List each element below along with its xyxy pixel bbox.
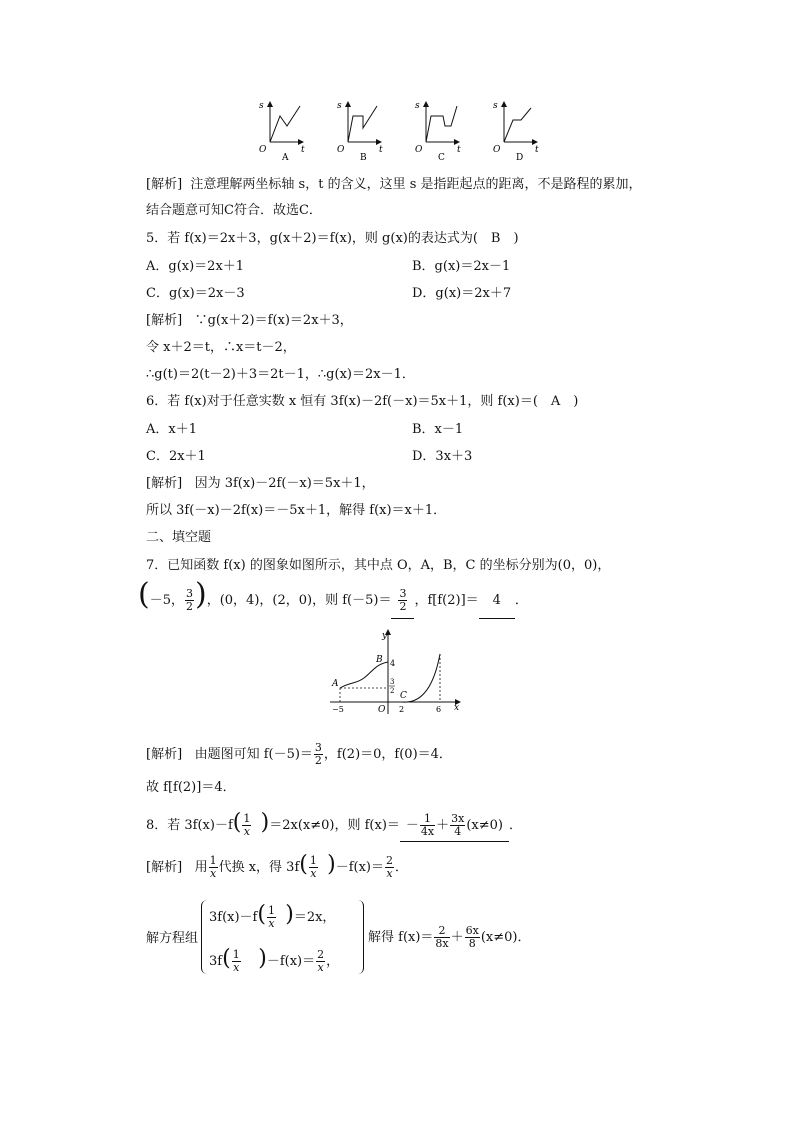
q6-option-c: C．2x＋1 [146, 449, 206, 464]
analysis-tag: [解析] [146, 860, 183, 875]
origin-label: O [378, 705, 386, 715]
axis-s-label: s [259, 101, 264, 111]
system-brace [201, 900, 208, 974]
q4-analysis-text2: 结合题意可知C符合．故选C． [146, 203, 322, 218]
axis-s-label: s [493, 101, 498, 111]
q7-analysis-s2: 故 f[f(2)]＝4． [146, 780, 236, 795]
tick-label: 3 [390, 678, 395, 686]
origin-label: O [337, 145, 345, 155]
axis-s-label: s [415, 101, 420, 111]
fraction: $\frac{3}{2}$ [314, 741, 322, 767]
graph-b [337, 101, 383, 163]
system-label: 解方程组 [146, 931, 199, 946]
q8-stem: 8．若 3f(x)－f( $\frac{1}{x}$ )＝2x(x≠0)，则 f(x)＝ － $\frac{1}{4x}$ ＋ $\frac{3x}{4}$ (x≠0) ． [146, 808, 522, 842]
q7-analysis-s1a: 由题图可知 f(－5)＝ [194, 747, 313, 762]
q5-analysis-line1 [146, 312, 353, 330]
bracket: ) [195, 577, 207, 612]
fraction: $\frac{3}{2}$ [186, 587, 193, 613]
section-title: 二、填空题 [146, 530, 212, 545]
analysis-tag: [解析] [146, 313, 183, 328]
axis-t-label: t [301, 145, 305, 155]
q8-analysis-line1: [解析] 用 $\frac{1}{x}$ 代换 x，得 3f( $\frac{1}{x}$ )－f(x)＝ $\frac{2}{x}$ ． [146, 852, 409, 880]
q5-option-b: B．g(x)＝2x－1 [412, 259, 511, 274]
q7-mid-text: ，(0，4)，(2，0)，则 f(－5)＝ [206, 593, 392, 608]
q4-analysis-text1: 注意理解两坐标轴 s，t 的含义，这里 s 是指距起点的距离，不是路程的累加， [190, 177, 642, 192]
system-solution: 解得 f(x)＝ $\frac{2}{8x}$ ＋ $\frac{6x}{8}$ (x≠0)． [368, 924, 531, 950]
motion-graphs [255, 96, 545, 166]
q6-analysis-line1 [146, 475, 375, 493]
q7-analysis-s1b: ，f(2)＝0，f(0)＝4． [323, 747, 452, 762]
system-brace-right [357, 900, 364, 974]
q4-analysis-line1 [146, 176, 642, 194]
q6-analysis-s1: 因为 3f(x)－2f(－x)＝5x＋1， [194, 476, 375, 491]
tick-label: 2 [399, 705, 405, 714]
graph-label-c: C [438, 153, 445, 163]
axis-t-label: t [457, 145, 461, 155]
point-b-label: B [376, 655, 383, 665]
q5-option-c: C．g(x)＝2x－3 [146, 286, 245, 301]
fraction: $\frac{2}{x}$ [386, 854, 394, 880]
graph-label-b: B [360, 153, 367, 163]
axis-t-label: t [379, 145, 383, 155]
origin-label: O [259, 145, 267, 155]
q5-option-a: A．g(x)＝2x＋1 [146, 259, 245, 274]
fraction: $\frac{1}{x}$ [243, 812, 251, 838]
tick-label: 4 [390, 659, 396, 668]
graph-label-a: A [282, 153, 289, 163]
period: ． [508, 818, 522, 833]
origin-label: O [493, 145, 501, 155]
fraction: $\frac{1}{x}$ [309, 854, 317, 880]
q8-analysis-s1b: 代换 x，得 3f [218, 860, 300, 875]
axis-t-label: t [535, 145, 539, 155]
point-c-label: C [400, 691, 407, 701]
tick-label: −5 [332, 705, 344, 714]
axis-s-label: s [337, 101, 342, 111]
q7-mid2-text: ，f[f(2)]＝ [414, 593, 479, 608]
graph-a [259, 101, 305, 163]
q5-analysis-s2: 令 x＋2＝t，∴x＝t－2， [146, 340, 296, 355]
q6-option-d: D．3x＋3 [412, 449, 473, 464]
graph-c [415, 101, 461, 163]
analysis-tag: [解析] [146, 476, 183, 491]
q5-option-d: D．g(x)＝2x＋7 [412, 286, 512, 301]
q6-option-a: A．x＋1 [146, 422, 197, 437]
origin-label: O [415, 145, 423, 155]
q5-analysis-s1: ∵g(x＋2)＝f(x)＝2x＋3， [194, 313, 353, 328]
point-a-label: A [332, 679, 339, 689]
answer-blank: － $\frac{1}{4x}$ ＋ $\frac{3x}{4}$ (x≠0) [400, 811, 509, 842]
q7-function-graph [326, 626, 466, 718]
period: ． [395, 860, 409, 875]
q8-stem-mid: ＝2x(x≠0)，则 f(x)＝ [269, 818, 400, 833]
q5-stem: 5．若 f(x)＝2x＋3，g(x＋2)＝f(x)，则 g(x)的表达式为( B ) [146, 231, 519, 246]
fraction: $\frac{1}{x}$ [209, 854, 217, 880]
period: ． [514, 593, 528, 608]
q7-stem-line2 [138, 577, 528, 619]
analysis-tag: [解析] [146, 177, 183, 192]
bracket: ( [138, 577, 150, 612]
analysis-tag: [解析] [146, 747, 183, 762]
tick-label: 6 [436, 705, 442, 714]
y-axis-label: y [382, 631, 388, 641]
q7-analysis-line1 [146, 740, 452, 770]
q6-option-b: B．x－1 [412, 422, 464, 437]
answer-blank: $\frac{3}{2}$ [391, 584, 414, 619]
x-axis-label: x [454, 703, 460, 713]
q7-stem-line1: 7．已知函数 f(x) 的图象如图所示，其中点 O，A，B，C 的坐标分别为(0，0)， [146, 558, 611, 573]
tick-label: 2 [390, 687, 395, 695]
system-eq2: 3f( $\frac{1}{x}$ )－f(x)＝ $\frac{2}{x}$ ， [209, 946, 340, 974]
system-eq1: 3f(x)－f( $\frac{1}{x}$ )＝2x， [209, 902, 336, 930]
answer-blank: 4 [479, 584, 515, 619]
coord-text: －5， [149, 593, 184, 608]
q8-analysis-s1a: 用 [194, 860, 208, 875]
q5-analysis-s3: ∴g(t)＝2(t－2)＋3＝2t－1，∴g(x)＝2x－1． [146, 367, 415, 382]
q8-stem-pre: 8．若 3f(x)－f [146, 818, 233, 833]
q6-stem: 6．若 f(x)对于任意实数 x 恒有 3f(x)－2f(－x)＝5x＋1，则 f(x)＝( A ) [146, 394, 579, 409]
q8-analysis-s1c: －f(x)＝ [335, 860, 385, 875]
graph-d [493, 101, 539, 163]
q6-analysis-s2: 所以 3f(－x)－2f(x)＝－5x＋1，解得 f(x)＝x＋1． [146, 503, 447, 518]
graph-label-d: D [516, 153, 524, 163]
